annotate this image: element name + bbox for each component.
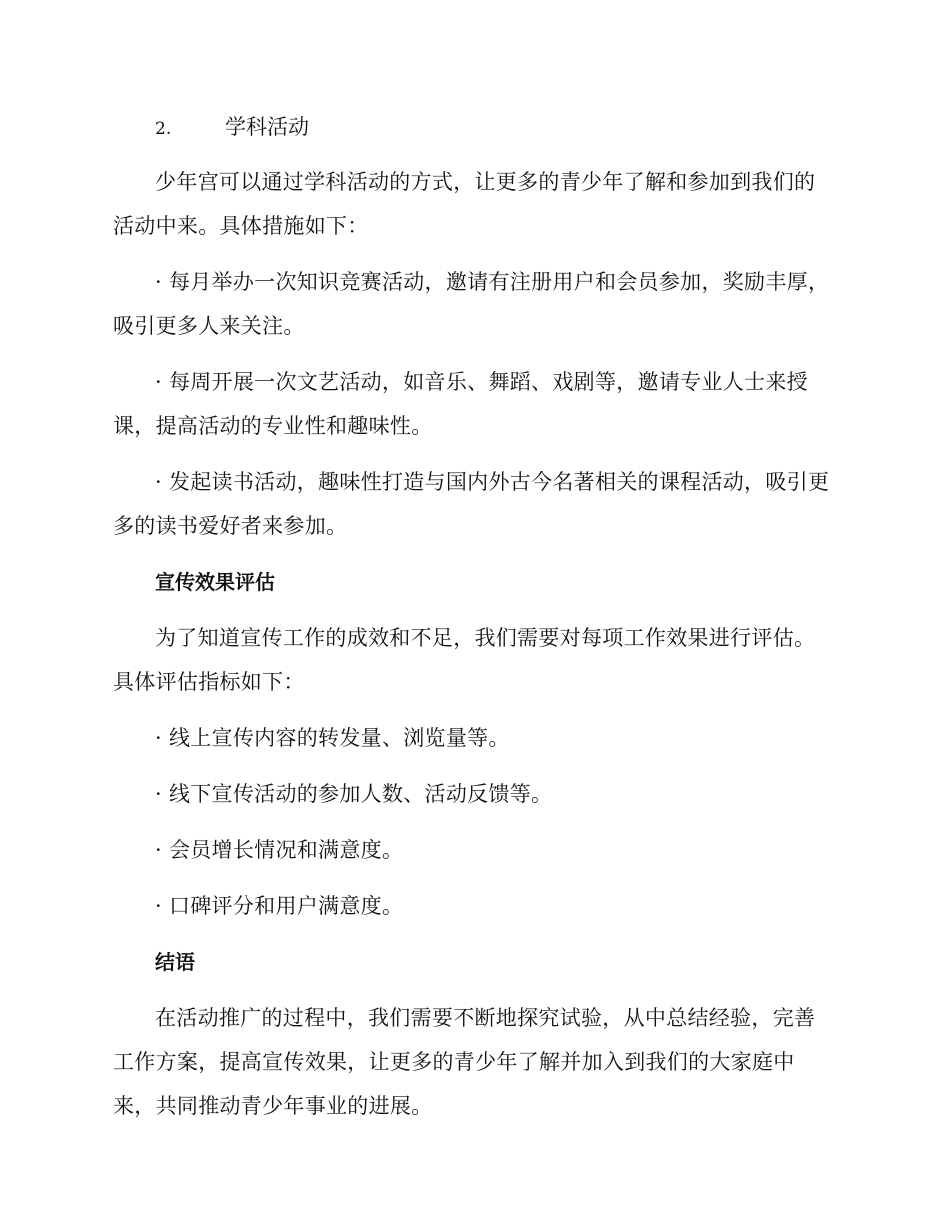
section-heading bbox=[113, 108, 833, 148]
section-number: 2. bbox=[155, 119, 172, 139]
activity-item-1: · 每月举办一次知识竞赛活动，邀请有注册用户和会员参加，奖励丰厚，吸引更多人来关注。 bbox=[113, 270, 830, 338]
section-title: 学科活动 bbox=[225, 115, 309, 139]
document-body bbox=[113, 108, 833, 1140]
activity-item-2: · 每周开展一次文艺活动，如音乐、舞蹈、戏剧等，邀请专业人士来授课，提高活动的专业性和趣味性。 bbox=[113, 370, 808, 438]
conclusion-heading: 结语 bbox=[155, 950, 195, 974]
eval-item-1: · 线上宣传内容的转发量、浏览量等。 bbox=[155, 726, 510, 750]
conclusion-paragraph: 在活动推广的过程中，我们需要不断地探究试验，从中总结经验，完善工作方案，提高宣传效果，让更多的青少年了解并加入到我们的大家庭中来，共同推动青少年事业的进展。 bbox=[113, 1006, 816, 1118]
eval-heading: 宣传效果评估 bbox=[155, 570, 275, 594]
eval-item-4: · 口碑评分和用户满意度。 bbox=[155, 894, 404, 918]
eval-item-2: · 线下宣传活动的参加人数、活动反馈等。 bbox=[155, 782, 553, 806]
intro-paragraph: 少年宫可以通过学科活动的方式，让更多的青少年了解和参加到我们的活动中来。具体措施如下： bbox=[113, 170, 816, 238]
eval-intro-paragraph: 为了知道宣传工作的成效和不足，我们需要对每项工作效果进行评估。具体评估指标如下： bbox=[113, 626, 816, 694]
activity-item-3: · 发起读书活动，趣味性打造与国内外古今名著相关的课程活动，吸引更多的读书爱好者来参加。 bbox=[113, 470, 830, 538]
eval-item-3: · 会员增长情况和满意度。 bbox=[155, 838, 404, 862]
